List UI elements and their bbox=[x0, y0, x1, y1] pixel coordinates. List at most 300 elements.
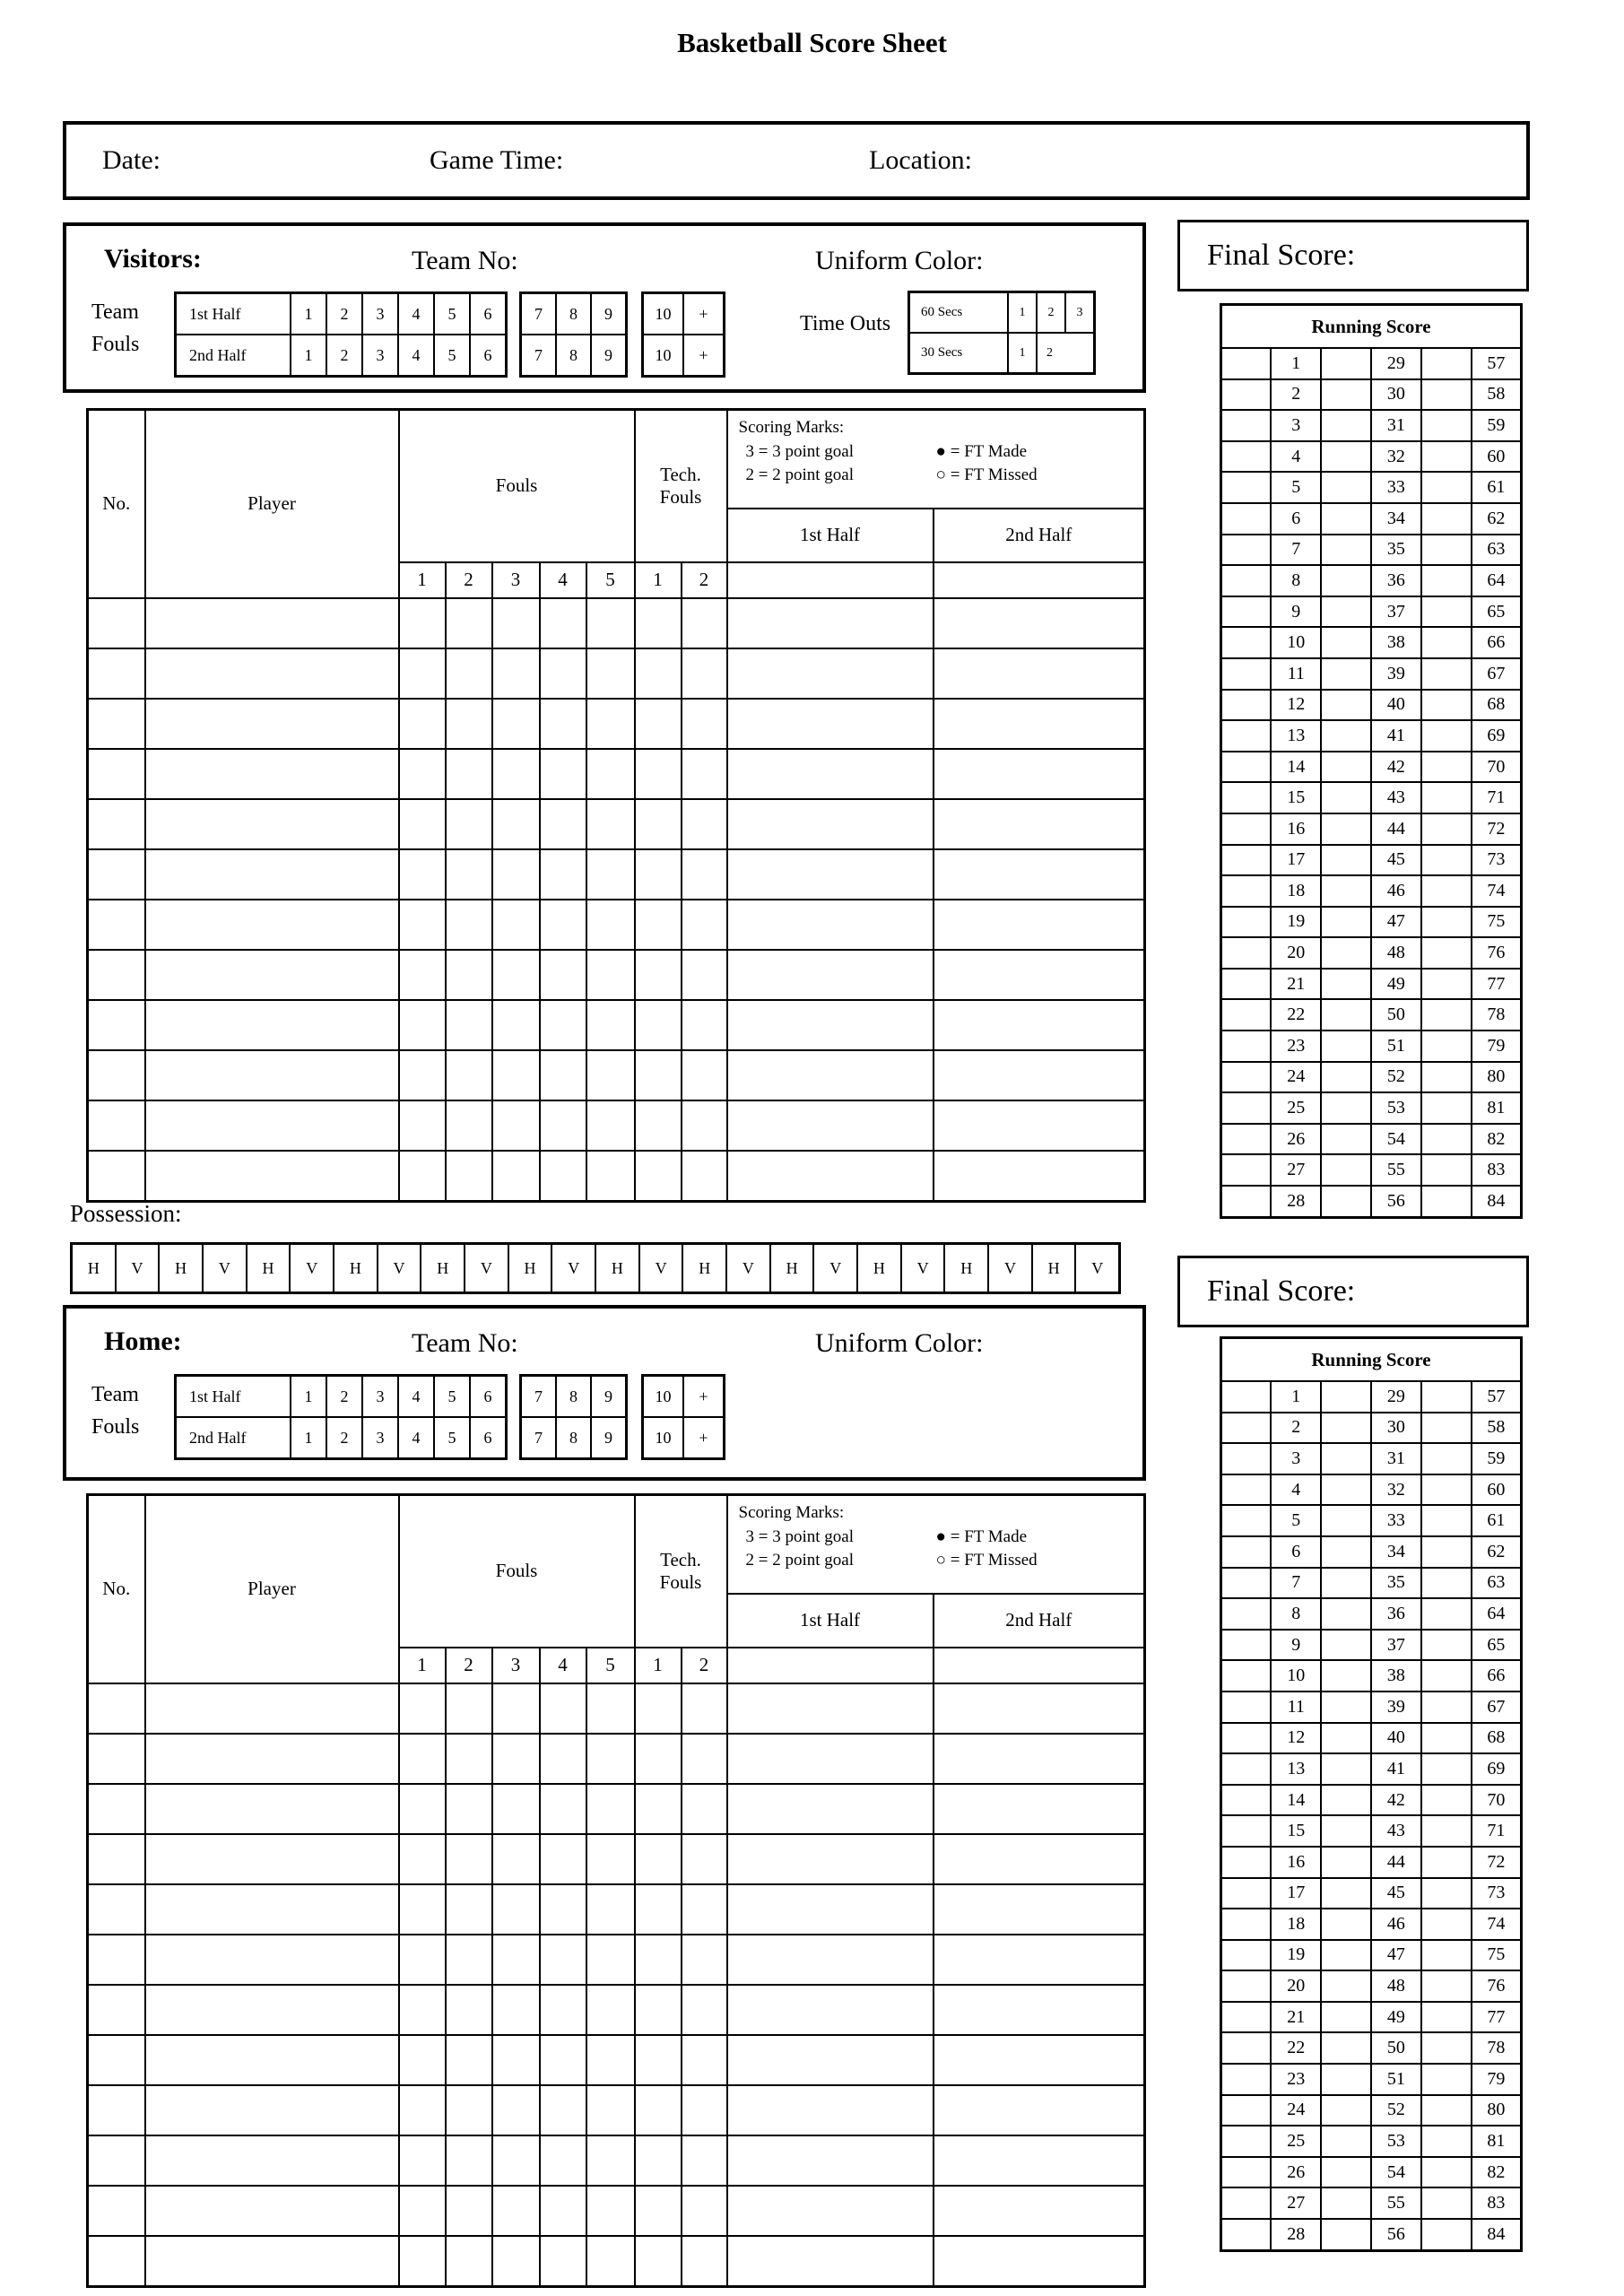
player-no-cell[interactable] bbox=[88, 849, 145, 900]
possession-cell[interactable]: V bbox=[812, 1245, 856, 1292]
player-foul-cell[interactable] bbox=[446, 799, 492, 849]
score-entry-cell[interactable] bbox=[1221, 875, 1272, 907]
player-no-cell[interactable] bbox=[88, 2236, 145, 2287]
score-number-cell[interactable]: 38 bbox=[1371, 1660, 1421, 1692]
possession-cell[interactable]: H bbox=[682, 1245, 725, 1292]
score-entry-cell[interactable] bbox=[1421, 1723, 1472, 1754]
score-entry-cell[interactable] bbox=[1321, 1031, 1371, 1062]
visitors-final-score-box[interactable] bbox=[1177, 220, 1529, 291]
score-entry-cell[interactable] bbox=[1321, 1909, 1371, 1940]
score-entry-cell[interactable] bbox=[1421, 2157, 1472, 2188]
half2-score-cell[interactable] bbox=[934, 1884, 1145, 1935]
player-tech-foul-cell[interactable] bbox=[682, 950, 727, 1000]
player-tech-foul-cell[interactable] bbox=[635, 1784, 682, 1834]
half1-score-cell[interactable] bbox=[727, 1100, 934, 1151]
score-number-cell[interactable]: 72 bbox=[1472, 813, 1522, 845]
score-entry-cell[interactable] bbox=[1221, 999, 1272, 1031]
player-tech-foul-cell[interactable] bbox=[682, 1884, 727, 1935]
score-entry-cell[interactable] bbox=[1221, 1692, 1272, 1723]
score-number-cell[interactable]: 57 bbox=[1472, 348, 1522, 379]
score-entry-cell[interactable] bbox=[1321, 472, 1371, 503]
player-foul-cell[interactable] bbox=[492, 1985, 540, 2035]
score-number-cell[interactable]: 16 bbox=[1271, 813, 1321, 845]
score-entry-cell[interactable] bbox=[1421, 999, 1472, 1031]
player-foul-cell[interactable] bbox=[492, 2085, 540, 2135]
score-entry-cell[interactable] bbox=[1321, 907, 1371, 938]
team-foul-cell[interactable]: 9 bbox=[591, 335, 627, 377]
score-number-cell[interactable]: 9 bbox=[1271, 596, 1321, 628]
score-entry-cell[interactable] bbox=[1321, 1381, 1371, 1413]
score-entry-cell[interactable] bbox=[1421, 535, 1472, 566]
player-foul-cell[interactable] bbox=[399, 699, 446, 749]
half1-score-cell[interactable] bbox=[727, 1935, 934, 1985]
score-number-cell[interactable]: 57 bbox=[1472, 1381, 1522, 1413]
player-tech-foul-cell[interactable] bbox=[635, 699, 682, 749]
score-number-cell[interactable]: 49 bbox=[1371, 2002, 1421, 2033]
score-number-cell[interactable]: 34 bbox=[1371, 1536, 1421, 1568]
player-name-cell[interactable] bbox=[145, 1784, 399, 1834]
score-entry-cell[interactable] bbox=[1321, 969, 1371, 1000]
half2-score-cell[interactable] bbox=[934, 2236, 1145, 2287]
team-foul-cell[interactable]: 8 bbox=[556, 1376, 591, 1418]
score-number-cell[interactable]: 71 bbox=[1472, 1815, 1522, 1847]
score-entry-cell[interactable] bbox=[1421, 813, 1472, 845]
home-final-score-box[interactable] bbox=[1177, 1256, 1529, 1327]
player-foul-cell[interactable] bbox=[492, 950, 540, 1000]
team-foul-cell[interactable]: 6 bbox=[470, 293, 507, 335]
half1-score-cell[interactable] bbox=[727, 1050, 934, 1100]
player-foul-cell[interactable] bbox=[586, 2236, 635, 2287]
player-no-cell[interactable] bbox=[88, 1050, 145, 1100]
half2-score-cell[interactable] bbox=[934, 1050, 1145, 1100]
score-entry-cell[interactable] bbox=[1421, 658, 1472, 690]
score-number-cell[interactable]: 29 bbox=[1371, 348, 1421, 379]
half2-score-cell[interactable] bbox=[934, 2135, 1145, 2186]
player-no-cell[interactable] bbox=[88, 1834, 145, 1884]
half1-score-cell[interactable] bbox=[727, 598, 934, 648]
player-name-cell[interactable] bbox=[145, 1884, 399, 1935]
player-tech-foul-cell[interactable] bbox=[682, 648, 727, 699]
player-foul-cell[interactable] bbox=[586, 598, 635, 648]
team-foul-cell[interactable]: 10 bbox=[643, 1417, 684, 1459]
player-foul-cell[interactable] bbox=[540, 900, 586, 950]
score-number-cell[interactable]: 55 bbox=[1371, 2187, 1421, 2219]
team-foul-cell[interactable]: 3 bbox=[362, 1376, 398, 1418]
score-entry-cell[interactable] bbox=[1421, 937, 1472, 969]
score-number-cell[interactable]: 28 bbox=[1271, 2219, 1321, 2250]
score-entry-cell[interactable] bbox=[1221, 1723, 1272, 1754]
half1-score-cell[interactable] bbox=[727, 648, 934, 699]
player-tech-foul-cell[interactable] bbox=[682, 1935, 727, 1985]
possession-cell[interactable]: V bbox=[638, 1245, 682, 1292]
score-number-cell[interactable]: 18 bbox=[1271, 1909, 1321, 1940]
score-number-cell[interactable]: 30 bbox=[1371, 379, 1421, 411]
player-tech-foul-cell[interactable] bbox=[682, 1000, 727, 1050]
player-foul-cell[interactable] bbox=[492, 1935, 540, 1985]
score-number-cell[interactable]: 73 bbox=[1472, 1878, 1522, 1909]
score-entry-cell[interactable] bbox=[1321, 1847, 1371, 1878]
team-foul-cell[interactable]: + bbox=[683, 293, 725, 335]
score-number-cell[interactable]: 25 bbox=[1271, 1092, 1321, 1124]
player-foul-cell[interactable] bbox=[446, 1100, 492, 1151]
score-entry-cell[interactable] bbox=[1321, 845, 1371, 876]
score-entry-cell[interactable] bbox=[1421, 1474, 1472, 1506]
half2-score-cell[interactable] bbox=[934, 1935, 1145, 1985]
player-foul-cell[interactable] bbox=[492, 1834, 540, 1884]
player-no-cell[interactable] bbox=[88, 2035, 145, 2085]
score-entry-cell[interactable] bbox=[1221, 720, 1272, 752]
score-number-cell[interactable]: 18 bbox=[1271, 875, 1321, 907]
player-tech-foul-cell[interactable] bbox=[682, 2085, 727, 2135]
score-number-cell[interactable]: 82 bbox=[1472, 1124, 1522, 1155]
score-entry-cell[interactable] bbox=[1221, 441, 1272, 473]
score-entry-cell[interactable] bbox=[1421, 2095, 1472, 2126]
score-number-cell[interactable]: 11 bbox=[1271, 658, 1321, 690]
score-number-cell[interactable]: 31 bbox=[1371, 410, 1421, 441]
score-entry-cell[interactable] bbox=[1221, 1154, 1272, 1186]
half1-score-cell[interactable] bbox=[727, 849, 934, 900]
score-number-cell[interactable]: 26 bbox=[1271, 1124, 1321, 1155]
possession-cell[interactable]: V bbox=[551, 1245, 595, 1292]
score-number-cell[interactable]: 62 bbox=[1472, 1536, 1522, 1568]
score-number-cell[interactable]: 6 bbox=[1271, 1536, 1321, 1568]
score-number-cell[interactable]: 77 bbox=[1472, 969, 1522, 1000]
score-number-cell[interactable]: 52 bbox=[1371, 1062, 1421, 1093]
half1-score-cell[interactable] bbox=[727, 2035, 934, 2085]
player-tech-foul-cell[interactable] bbox=[635, 2186, 682, 2236]
score-number-cell[interactable]: 78 bbox=[1472, 999, 1522, 1031]
score-number-cell[interactable]: 15 bbox=[1271, 1815, 1321, 1847]
player-foul-cell[interactable] bbox=[540, 598, 586, 648]
score-number-cell[interactable]: 32 bbox=[1371, 1474, 1421, 1506]
score-entry-cell[interactable] bbox=[1221, 752, 1272, 783]
possession-cell[interactable]: H bbox=[333, 1245, 377, 1292]
score-entry-cell[interactable] bbox=[1421, 752, 1472, 783]
timeout-cell[interactable]: 2 bbox=[1037, 333, 1095, 374]
player-name-cell[interactable] bbox=[145, 2135, 399, 2186]
possession-cell[interactable]: H bbox=[595, 1245, 638, 1292]
score-number-cell[interactable]: 41 bbox=[1371, 1753, 1421, 1785]
player-name-cell[interactable] bbox=[145, 1050, 399, 1100]
score-number-cell[interactable]: 7 bbox=[1271, 1568, 1321, 1599]
score-entry-cell[interactable] bbox=[1221, 348, 1272, 379]
player-tech-foul-cell[interactable] bbox=[635, 1000, 682, 1050]
player-name-cell[interactable] bbox=[145, 2085, 399, 2135]
score-entry-cell[interactable] bbox=[1421, 2032, 1472, 2064]
player-no-cell[interactable] bbox=[88, 1985, 145, 2035]
player-tech-foul-cell[interactable] bbox=[682, 598, 727, 648]
player-foul-cell[interactable] bbox=[540, 1100, 586, 1151]
player-foul-cell[interactable] bbox=[540, 2186, 586, 2236]
score-entry-cell[interactable] bbox=[1421, 348, 1472, 379]
score-entry-cell[interactable] bbox=[1221, 1413, 1272, 1444]
player-foul-cell[interactable] bbox=[540, 1683, 586, 1734]
score-entry-cell[interactable] bbox=[1221, 1660, 1272, 1692]
player-tech-foul-cell[interactable] bbox=[635, 849, 682, 900]
score-entry-cell[interactable] bbox=[1221, 410, 1272, 441]
player-name-cell[interactable] bbox=[145, 2236, 399, 2287]
player-foul-cell[interactable] bbox=[492, 2236, 540, 2287]
team-foul-cell[interactable]: 6 bbox=[470, 1417, 507, 1459]
score-number-cell[interactable]: 55 bbox=[1371, 1154, 1421, 1186]
score-entry-cell[interactable] bbox=[1321, 2095, 1371, 2126]
score-entry-cell[interactable] bbox=[1321, 720, 1371, 752]
player-foul-cell[interactable] bbox=[446, 2186, 492, 2236]
score-entry-cell[interactable] bbox=[1421, 1186, 1472, 1217]
score-number-cell[interactable]: 56 bbox=[1371, 1186, 1421, 1217]
score-entry-cell[interactable] bbox=[1321, 875, 1371, 907]
player-name-cell[interactable] bbox=[145, 799, 399, 849]
score-entry-cell[interactable] bbox=[1421, 2126, 1472, 2157]
score-entry-cell[interactable] bbox=[1221, 782, 1272, 813]
score-entry-cell[interactable] bbox=[1421, 2219, 1472, 2250]
score-number-cell[interactable]: 17 bbox=[1271, 1878, 1321, 1909]
score-entry-cell[interactable] bbox=[1221, 658, 1272, 690]
score-number-cell[interactable]: 27 bbox=[1271, 1154, 1321, 1186]
player-foul-cell[interactable] bbox=[492, 1100, 540, 1151]
possession-cell[interactable]: H bbox=[1031, 1245, 1075, 1292]
player-foul-cell[interactable] bbox=[540, 1050, 586, 1100]
player-foul-cell[interactable] bbox=[446, 2035, 492, 2085]
player-foul-cell[interactable] bbox=[446, 1734, 492, 1784]
score-number-cell[interactable]: 45 bbox=[1371, 845, 1421, 876]
player-name-cell[interactable] bbox=[145, 648, 399, 699]
player-foul-cell[interactable] bbox=[446, 2236, 492, 2287]
score-entry-cell[interactable] bbox=[1421, 690, 1472, 721]
score-number-cell[interactable]: 73 bbox=[1472, 845, 1522, 876]
score-number-cell[interactable]: 4 bbox=[1271, 441, 1321, 473]
score-number-cell[interactable]: 47 bbox=[1371, 907, 1421, 938]
team-foul-cell[interactable]: 5 bbox=[434, 1376, 470, 1418]
score-entry-cell[interactable] bbox=[1421, 503, 1472, 535]
team-foul-cell[interactable]: 4 bbox=[398, 293, 434, 335]
score-entry-cell[interactable] bbox=[1321, 1568, 1371, 1599]
score-entry-cell[interactable] bbox=[1421, 1692, 1472, 1723]
score-entry-cell[interactable] bbox=[1221, 1381, 1272, 1413]
player-foul-cell[interactable] bbox=[540, 2035, 586, 2085]
player-no-cell[interactable] bbox=[88, 2135, 145, 2186]
half2-score-cell[interactable] bbox=[934, 1000, 1145, 1050]
player-tech-foul-cell[interactable] bbox=[682, 1050, 727, 1100]
score-entry-cell[interactable] bbox=[1421, 1878, 1472, 1909]
player-tech-foul-cell[interactable] bbox=[682, 1834, 727, 1884]
score-number-cell[interactable]: 39 bbox=[1371, 658, 1421, 690]
player-name-cell[interactable] bbox=[145, 1151, 399, 1202]
score-number-cell[interactable]: 17 bbox=[1271, 845, 1321, 876]
score-number-cell[interactable]: 68 bbox=[1472, 690, 1522, 721]
score-entry-cell[interactable] bbox=[1421, 2064, 1472, 2095]
team-foul-cell[interactable]: 7 bbox=[521, 1376, 557, 1418]
player-tech-foul-cell[interactable] bbox=[682, 1683, 727, 1734]
score-entry-cell[interactable] bbox=[1421, 596, 1472, 628]
score-entry-cell[interactable] bbox=[1421, 441, 1472, 473]
player-no-cell[interactable] bbox=[88, 950, 145, 1000]
score-number-cell[interactable]: 14 bbox=[1271, 1785, 1321, 1816]
score-entry-cell[interactable] bbox=[1321, 2032, 1371, 2064]
score-entry-cell[interactable] bbox=[1321, 813, 1371, 845]
player-name-cell[interactable] bbox=[145, 598, 399, 648]
player-name-cell[interactable] bbox=[145, 1000, 399, 1050]
score-number-cell[interactable]: 68 bbox=[1472, 1723, 1522, 1754]
player-foul-cell[interactable] bbox=[399, 1834, 446, 1884]
team-foul-cell[interactable]: 6 bbox=[470, 1376, 507, 1418]
score-number-cell[interactable]: 69 bbox=[1472, 1753, 1522, 1785]
score-entry-cell[interactable] bbox=[1321, 1660, 1371, 1692]
half1-score-cell[interactable] bbox=[727, 900, 934, 950]
score-number-cell[interactable]: 20 bbox=[1271, 1970, 1321, 2002]
score-entry-cell[interactable] bbox=[1221, 2219, 1272, 2250]
player-tech-foul-cell[interactable] bbox=[635, 1834, 682, 1884]
score-entry-cell[interactable] bbox=[1321, 596, 1371, 628]
player-tech-foul-cell[interactable] bbox=[635, 1935, 682, 1985]
score-entry-cell[interactable] bbox=[1221, 845, 1272, 876]
player-foul-cell[interactable] bbox=[586, 1884, 635, 1935]
score-number-cell[interactable]: 2 bbox=[1271, 379, 1321, 411]
score-entry-cell[interactable] bbox=[1321, 2064, 1371, 2095]
score-number-cell[interactable]: 44 bbox=[1371, 813, 1421, 845]
score-number-cell[interactable]: 4 bbox=[1271, 1474, 1321, 1506]
player-tech-foul-cell[interactable] bbox=[682, 2035, 727, 2085]
possession-cell[interactable]: V bbox=[202, 1245, 246, 1292]
player-name-cell[interactable] bbox=[145, 950, 399, 1000]
half1-score-cell[interactable] bbox=[727, 1784, 934, 1834]
score-number-cell[interactable]: 48 bbox=[1371, 1970, 1421, 2002]
player-no-cell[interactable] bbox=[88, 1734, 145, 1784]
player-tech-foul-cell[interactable] bbox=[682, 749, 727, 799]
score-entry-cell[interactable] bbox=[1221, 596, 1272, 628]
half1-score-cell[interactable] bbox=[727, 749, 934, 799]
player-foul-cell[interactable] bbox=[399, 1935, 446, 1985]
possession-cell[interactable]: H bbox=[943, 1245, 987, 1292]
score-entry-cell[interactable] bbox=[1321, 1598, 1371, 1630]
score-entry-cell[interactable] bbox=[1421, 720, 1472, 752]
player-tech-foul-cell[interactable] bbox=[635, 2236, 682, 2287]
player-foul-cell[interactable] bbox=[586, 799, 635, 849]
player-no-cell[interactable] bbox=[88, 2085, 145, 2135]
score-number-cell[interactable]: 72 bbox=[1472, 1847, 1522, 1878]
player-foul-cell[interactable] bbox=[540, 2236, 586, 2287]
score-entry-cell[interactable] bbox=[1421, 1847, 1472, 1878]
player-foul-cell[interactable] bbox=[492, 900, 540, 950]
team-foul-cell[interactable]: 6 bbox=[470, 335, 507, 377]
score-number-cell[interactable]: 53 bbox=[1371, 1092, 1421, 1124]
half2-score-cell[interactable] bbox=[934, 900, 1145, 950]
score-number-cell[interactable]: 51 bbox=[1371, 2064, 1421, 2095]
team-foul-cell[interactable]: 3 bbox=[362, 293, 398, 335]
score-number-cell[interactable]: 66 bbox=[1472, 1660, 1522, 1692]
player-foul-cell[interactable] bbox=[492, 749, 540, 799]
score-number-cell[interactable]: 44 bbox=[1371, 1847, 1421, 1878]
player-foul-cell[interactable] bbox=[399, 799, 446, 849]
player-no-cell[interactable] bbox=[88, 598, 145, 648]
player-foul-cell[interactable] bbox=[446, 849, 492, 900]
score-entry-cell[interactable] bbox=[1421, 782, 1472, 813]
score-number-cell[interactable]: 65 bbox=[1472, 1630, 1522, 1661]
player-foul-cell[interactable] bbox=[446, 749, 492, 799]
score-entry-cell[interactable] bbox=[1321, 1474, 1371, 1506]
score-number-cell[interactable]: 77 bbox=[1472, 2002, 1522, 2033]
player-foul-cell[interactable] bbox=[540, 1000, 586, 1050]
score-number-cell[interactable]: 23 bbox=[1271, 1031, 1321, 1062]
team-foul-cell[interactable]: + bbox=[683, 335, 725, 377]
player-foul-cell[interactable] bbox=[492, 1884, 540, 1935]
score-entry-cell[interactable] bbox=[1321, 1723, 1371, 1754]
score-number-cell[interactable]: 53 bbox=[1371, 2126, 1421, 2157]
score-number-cell[interactable]: 39 bbox=[1371, 1692, 1421, 1723]
player-no-cell[interactable] bbox=[88, 1151, 145, 1202]
player-foul-cell[interactable] bbox=[492, 1683, 540, 1734]
score-entry-cell[interactable] bbox=[1221, 1970, 1272, 2002]
score-entry-cell[interactable] bbox=[1321, 379, 1371, 411]
score-number-cell[interactable]: 16 bbox=[1271, 1847, 1321, 1878]
player-foul-cell[interactable] bbox=[586, 950, 635, 1000]
score-entry-cell[interactable] bbox=[1221, 1505, 1272, 1536]
player-foul-cell[interactable] bbox=[586, 2135, 635, 2186]
player-foul-cell[interactable] bbox=[399, 849, 446, 900]
player-foul-cell[interactable] bbox=[399, 2236, 446, 2287]
score-number-cell[interactable]: 84 bbox=[1472, 2219, 1522, 2250]
score-number-cell[interactable]: 8 bbox=[1271, 1598, 1321, 1630]
score-entry-cell[interactable] bbox=[1221, 1474, 1272, 1506]
player-foul-cell[interactable] bbox=[446, 2135, 492, 2186]
score-number-cell[interactable]: 1 bbox=[1271, 348, 1321, 379]
score-entry-cell[interactable] bbox=[1321, 752, 1371, 783]
player-foul-cell[interactable] bbox=[586, 1784, 635, 1834]
half2-score-cell[interactable] bbox=[934, 1985, 1145, 2035]
score-number-cell[interactable]: 12 bbox=[1271, 690, 1321, 721]
score-entry-cell[interactable] bbox=[1421, 2187, 1472, 2219]
possession-cell[interactable]: V bbox=[987, 1245, 1031, 1292]
team-foul-cell[interactable]: 8 bbox=[556, 1417, 591, 1459]
team-foul-cell[interactable]: 1 bbox=[291, 1376, 326, 1418]
score-entry-cell[interactable] bbox=[1221, 1092, 1272, 1124]
team-foul-cell[interactable]: 8 bbox=[556, 293, 591, 335]
team-foul-cell[interactable]: 7 bbox=[521, 335, 557, 377]
player-no-cell[interactable] bbox=[88, 2186, 145, 2236]
player-foul-cell[interactable] bbox=[540, 1834, 586, 1884]
player-foul-cell[interactable] bbox=[540, 2085, 586, 2135]
player-foul-cell[interactable] bbox=[492, 2135, 540, 2186]
half1-score-cell[interactable] bbox=[727, 1734, 934, 1784]
score-entry-cell[interactable] bbox=[1321, 410, 1371, 441]
score-entry-cell[interactable] bbox=[1221, 2126, 1272, 2157]
score-number-cell[interactable]: 60 bbox=[1472, 1474, 1522, 1506]
score-entry-cell[interactable] bbox=[1321, 690, 1371, 721]
score-entry-cell[interactable] bbox=[1421, 410, 1472, 441]
player-foul-cell[interactable] bbox=[446, 648, 492, 699]
score-number-cell[interactable]: 70 bbox=[1472, 752, 1522, 783]
player-foul-cell[interactable] bbox=[446, 950, 492, 1000]
score-number-cell[interactable]: 28 bbox=[1271, 1186, 1321, 1217]
player-name-cell[interactable] bbox=[145, 2035, 399, 2085]
score-number-cell[interactable]: 33 bbox=[1371, 472, 1421, 503]
player-tech-foul-cell[interactable] bbox=[682, 799, 727, 849]
player-no-cell[interactable] bbox=[88, 799, 145, 849]
possession-cell[interactable]: V bbox=[725, 1245, 769, 1292]
score-entry-cell[interactable] bbox=[1421, 1413, 1472, 1444]
score-entry-cell[interactable] bbox=[1321, 658, 1371, 690]
score-number-cell[interactable]: 34 bbox=[1371, 503, 1421, 535]
team-foul-cell[interactable]: 4 bbox=[398, 1376, 434, 1418]
score-number-cell[interactable]: 80 bbox=[1472, 2095, 1522, 2126]
player-foul-cell[interactable] bbox=[586, 648, 635, 699]
score-number-cell[interactable]: 19 bbox=[1271, 907, 1321, 938]
score-number-cell[interactable]: 64 bbox=[1472, 1598, 1522, 1630]
half2-score-cell[interactable] bbox=[934, 749, 1145, 799]
score-number-cell[interactable]: 13 bbox=[1271, 720, 1321, 752]
team-foul-cell[interactable]: 1 bbox=[291, 335, 326, 377]
score-entry-cell[interactable] bbox=[1321, 627, 1371, 658]
